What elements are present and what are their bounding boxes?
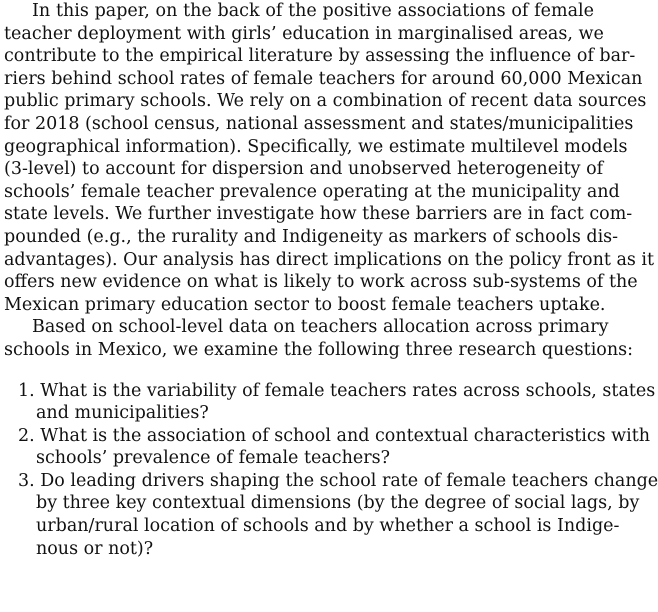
list-item-line: schools’ prevalence of female teachers? bbox=[36, 448, 390, 469]
list-item-line: and municipalities? bbox=[36, 403, 209, 424]
paper-page bbox=[4, 0, 658, 560]
research-questions-intro bbox=[4, 316, 633, 361]
text-line: contribute to the empirical literature by assessing the influence of bar- bbox=[4, 46, 636, 67]
text-line: schools in Mexico, we examine the following three research questions: bbox=[4, 339, 633, 360]
research-questions-list bbox=[4, 380, 658, 561]
text-line: for 2018 (school census, national assessment and states/municipalities bbox=[4, 113, 634, 134]
text-line: In this paper, on the back of the positive associations of female bbox=[32, 1, 594, 21]
list-item-line: nous or not)? bbox=[36, 538, 154, 559]
text-line: schools’ female teacher prevalence operating at the municipality and bbox=[4, 181, 620, 202]
list-item-line: 2. What is the association of school and contextual characteristics with bbox=[18, 425, 651, 446]
list-item-line: urban/rural location of schools and by whether a school is Indige- bbox=[36, 516, 620, 537]
paragraph-gap bbox=[4, 362, 594, 380]
list-item-line: by three key contextual dimensions (by the degree of social lags, by bbox=[36, 493, 640, 514]
text-line: offers new evidence on what is likely to work across sub-systems of the bbox=[4, 272, 638, 293]
text-line: Based on school-level data on teachers allocation across primary bbox=[32, 317, 609, 338]
text-line: geographical information). Specifically, we estimate multilevel models bbox=[4, 136, 628, 157]
intro-paragraph bbox=[4, 0, 655, 316]
list-item-question-3 bbox=[4, 470, 658, 560]
list-item-question-2 bbox=[4, 425, 651, 470]
list-item-line: 1. What is the variability of female teachers rates across schools, states bbox=[18, 380, 656, 401]
text-line: public primary schools. We rely on a combination of recent data sources bbox=[4, 91, 647, 112]
text-line: advantages). Our analysis has direct implications on the policy front as it bbox=[4, 249, 655, 270]
text-line: (3-level) to account for dispersion and unobserved heterogeneity of bbox=[4, 159, 604, 180]
list-item-line: 3. Do leading drivers shaping the school rate of female teachers change bbox=[18, 470, 658, 491]
text-line: state levels. We further investigate how these barriers are in fact com- bbox=[4, 204, 633, 225]
list-item-question-1 bbox=[4, 380, 656, 425]
text-line: teacher deployment with girls’ education in marginalised areas, we bbox=[4, 23, 604, 44]
text-line: riers behind school rates of female teachers for around 60,000 Mexican bbox=[4, 68, 643, 89]
text-line: Mexican primary education sector to boost female teachers uptake. bbox=[4, 294, 606, 315]
text-line: pounded (e.g., the rurality and Indigeneity as markers of schools dis- bbox=[4, 226, 619, 247]
